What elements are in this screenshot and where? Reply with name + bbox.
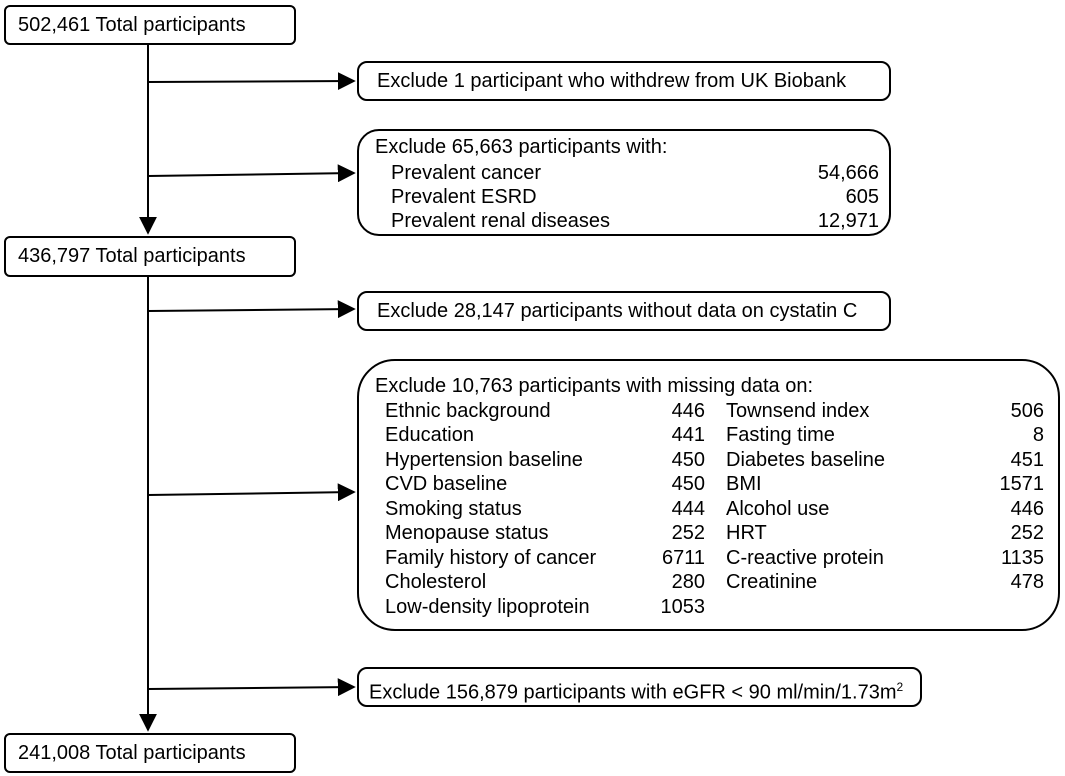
missing-item-label: BMI: [726, 473, 762, 495]
exclusion-box-withdrew: [357, 61, 891, 101]
exclusion-box-egfr: [357, 667, 922, 707]
exclusion-box-cystatin: [357, 291, 891, 331]
prevalent-item-label: Prevalent ESRD: [391, 186, 537, 208]
missing-right-item: [726, 521, 1044, 545]
missing-right-item: [726, 423, 1044, 447]
missing-item-label: Diabetes baseline: [726, 449, 885, 471]
missing-item-label: CVD baseline: [385, 473, 508, 495]
prevalent-item-label: Prevalent cancer: [391, 162, 542, 184]
total-box-3-text: 241,008 Total participants: [18, 742, 246, 764]
exclusion-box-missing-data: [357, 359, 1060, 631]
missing-item-label: Alcohol use: [726, 498, 830, 520]
missing-left-item: [385, 399, 705, 423]
prevalent-item-cancer: [391, 161, 879, 185]
missing-item-label: Low-density lipoprotein: [385, 596, 590, 618]
missing-left-item: [385, 570, 705, 594]
missing-item-label: Education: [385, 424, 474, 446]
missing-item-value: 1135: [1000, 547, 1044, 569]
prevalent-item-renal: [391, 209, 879, 233]
missing-right-item: [726, 570, 1044, 594]
missing-item-label: Family history of cancer: [385, 547, 597, 569]
total-box-2-text: 436,797 Total participants: [18, 245, 246, 267]
missing-item-value: 451: [1010, 449, 1044, 471]
missing-item-value: 441: [671, 424, 705, 446]
missing-left-item: [385, 423, 705, 447]
branch-arrow-1: [148, 81, 354, 82]
missing-left-item: [385, 448, 705, 472]
missing-item-value: 252: [1010, 522, 1044, 544]
missing-item-label: HRT: [726, 522, 767, 544]
missing-left-item: [385, 472, 705, 496]
missing-item-value: 444: [671, 498, 705, 520]
missing-item-value: 450: [671, 449, 705, 471]
missing-data-header: Exclude 10,763 participants with missing data on:: [375, 375, 814, 397]
missing-item-label: Ethnic background: [385, 400, 551, 422]
missing-item-label: C-reactive protein: [726, 547, 884, 569]
branch-arrow-5: [148, 687, 354, 689]
missing-item-label: Creatinine: [726, 571, 818, 593]
prevalent-item-value: 605: [845, 186, 879, 208]
exclusion-cystatin-text: Exclude 28,147 participants without data on cystatin C: [377, 300, 858, 322]
missing-left-item: [385, 546, 705, 570]
missing-item-value: 252: [671, 522, 705, 544]
missing-left-item: [385, 595, 705, 619]
missing-item-label: Hypertension baseline: [385, 449, 583, 471]
missing-right-item: [726, 448, 1044, 472]
missing-item-value: 6711: [661, 547, 705, 569]
missing-item-label: Smoking status: [385, 498, 522, 520]
missing-item-value: 1571: [999, 473, 1044, 495]
missing-right-item: [726, 472, 1044, 496]
missing-item-value: 478: [1010, 571, 1044, 593]
prevalent-item-value: 12,971: [817, 210, 879, 232]
total-box-3: [4, 733, 296, 773]
missing-item-label: Townsend index: [726, 400, 870, 422]
prevalent-item-esrd: [391, 185, 879, 209]
branch-arrow-3: [148, 309, 354, 311]
missing-item-value: 280: [671, 571, 705, 593]
exclusion-egfr-text: [359, 669, 920, 711]
missing-right-item: [726, 399, 1044, 423]
missing-item-value: 450: [671, 473, 705, 495]
exclusion-prevalent-header: Exclude 65,663 participants with:: [375, 136, 668, 158]
prevalent-item-value: 54,666: [817, 162, 879, 184]
missing-right-item: [726, 497, 1044, 521]
missing-item-label: Cholesterol: [385, 571, 487, 593]
exclusion-withdrew-text: Exclude 1 participant who withdrew from UK Biobank: [377, 70, 847, 92]
missing-item-value: 506: [1010, 400, 1044, 422]
total-box-1: [4, 5, 296, 45]
missing-item-value: 1053: [660, 596, 705, 618]
branch-arrow-2: [148, 173, 354, 176]
missing-item-label: Fasting time: [726, 424, 835, 446]
exclusion-egfr-main: Exclude 156,879 participants with eGFR < 90 ml/min/1.73m: [369, 681, 897, 704]
missing-left-item: [385, 521, 705, 545]
total-box-1-text: 502,461 Total participants: [18, 14, 246, 36]
exclusion-box-prevalent: [357, 129, 891, 236]
exclusion-egfr-superscript: 2: [896, 680, 904, 694]
missing-left-item: [385, 497, 705, 521]
total-box-2: [4, 236, 296, 277]
missing-item-value: 446: [671, 400, 705, 422]
missing-item-value: 446: [1010, 498, 1044, 520]
branch-arrow-4: [148, 492, 354, 495]
missing-right-item: [726, 546, 1044, 570]
prevalent-item-label: Prevalent renal diseases: [391, 210, 611, 232]
missing-item-value: 8: [1032, 424, 1044, 446]
missing-item-label: Menopause status: [385, 522, 549, 544]
